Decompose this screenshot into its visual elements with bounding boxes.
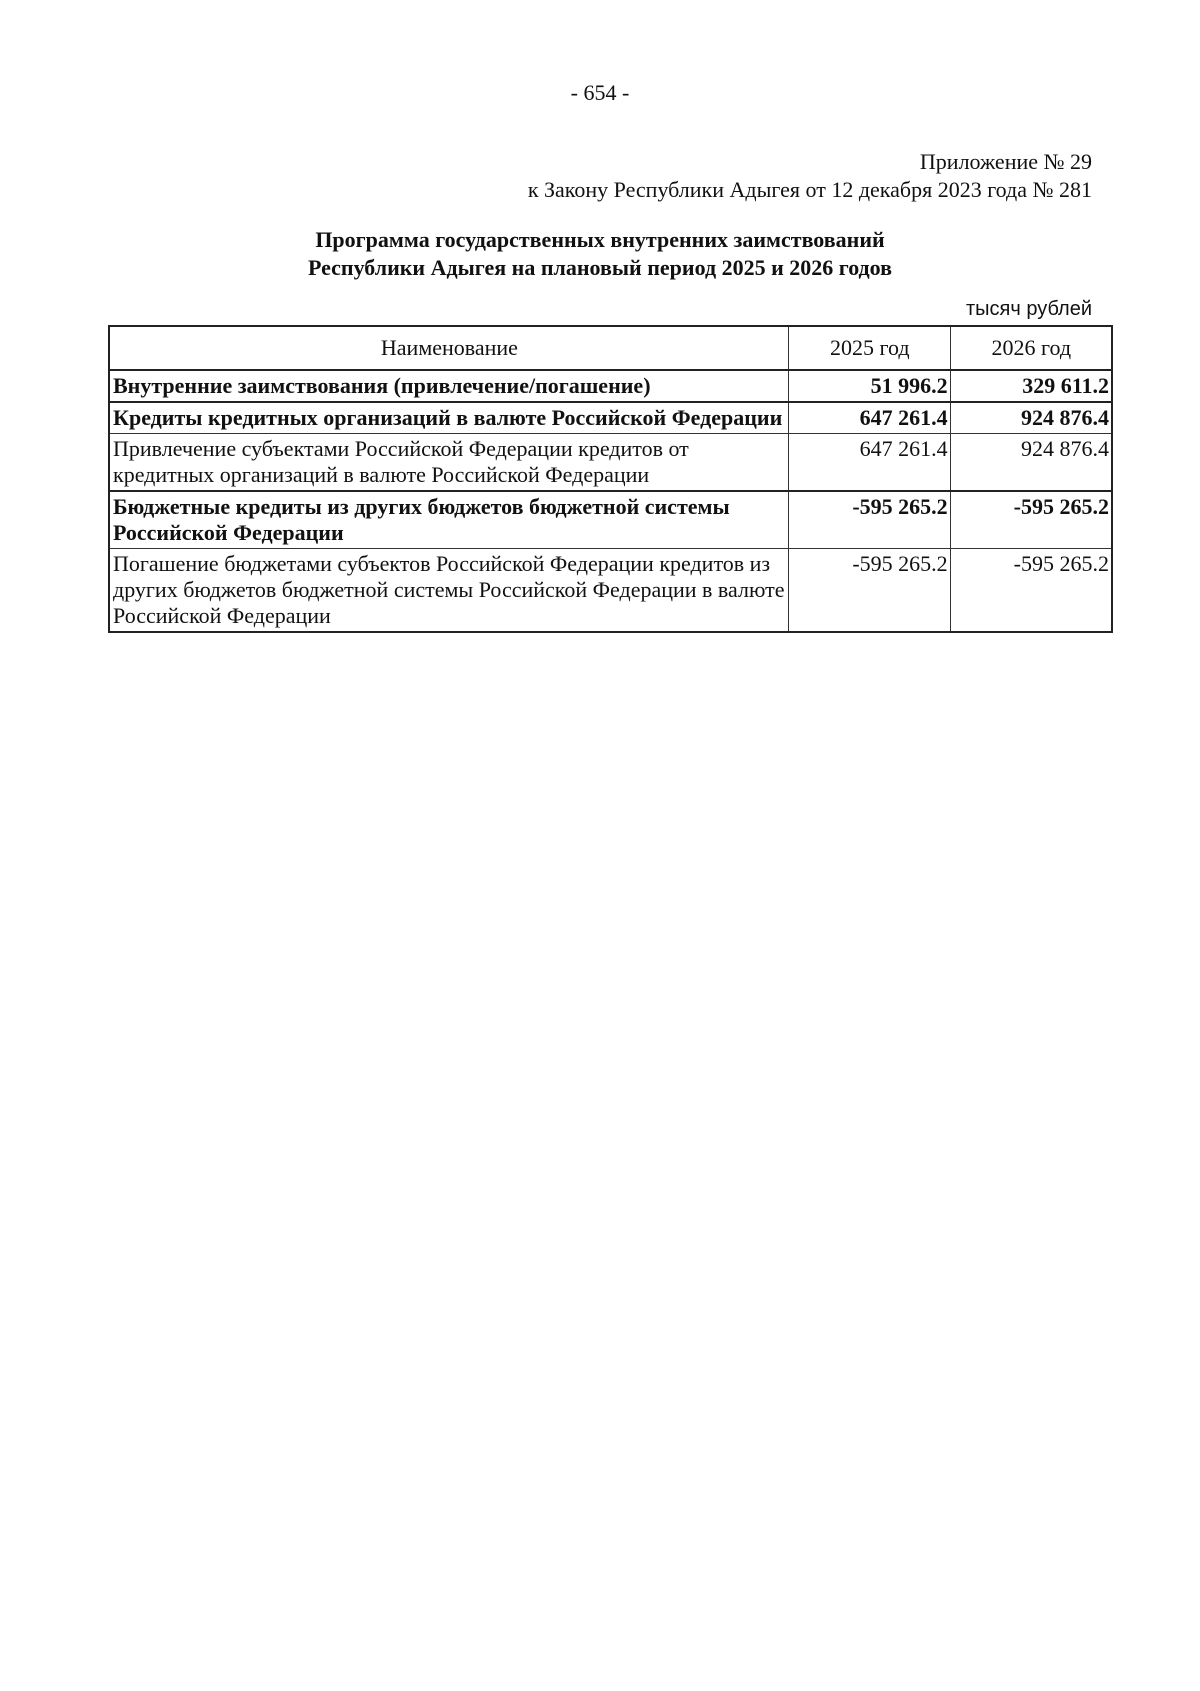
document-title-line-1: Программа государственных внутренних заимствований (315, 227, 885, 252)
appendix-number: Приложение № 29 (919, 149, 1092, 174)
row-name: Привлечение субъектами Российской Федерации кредитов от кредитных организаций в валюте Российской Федерации (109, 434, 788, 492)
appendix-law-reference: к Закону Республики Адыгея от 12 декабря 2023 года № 281 (527, 177, 1092, 202)
column-header-name: Наименование (109, 326, 788, 370)
document-title (0, 226, 1200, 282)
table-row (109, 402, 1112, 434)
page-number: - 654 - (570, 80, 630, 105)
row-value-2026: 924 876.4 (950, 434, 1112, 492)
table-row (109, 549, 1112, 633)
table-row (109, 434, 1112, 492)
column-header-2025: 2025 год (788, 326, 950, 370)
document-title-line-2: Республики Адыгея на плановый период 2025 и 2026 годов (307, 255, 893, 280)
table-row (109, 370, 1112, 402)
row-value-2025: 647 261.4 (788, 434, 950, 492)
row-name: Внутренние заимствования (привлечение/погашение) (109, 370, 788, 402)
row-value-2025: -595 265.2 (788, 491, 950, 549)
row-value-2025: -595 265.2 (788, 549, 950, 633)
borrowing-program-table (108, 325, 1113, 633)
table-header-row (109, 326, 1112, 370)
row-value-2026: -595 265.2 (950, 549, 1112, 633)
row-value-2026: -595 265.2 (950, 491, 1112, 549)
row-value-2025: 51 996.2 (788, 370, 950, 402)
row-value-2026: 924 876.4 (950, 402, 1112, 434)
table-row (109, 491, 1112, 549)
column-header-2026: 2026 год (950, 326, 1112, 370)
row-value-2026: 329 611.2 (950, 370, 1112, 402)
row-name: Кредиты кредитных организаций в валюте Российской Федерации (109, 402, 788, 434)
units-label: тысяч рублей (966, 298, 1092, 320)
row-value-2025: 647 261.4 (788, 402, 950, 434)
row-name: Погашение бюджетами субъектов Российской Федерации кредитов из других бюджетов бюджетной системы Российской Федерации в валюте Российской Федерации (109, 549, 788, 633)
row-name: Бюджетные кредиты из других бюджетов бюджетной системы Российской Федерации (109, 491, 788, 549)
appendix-reference (528, 148, 1092, 204)
